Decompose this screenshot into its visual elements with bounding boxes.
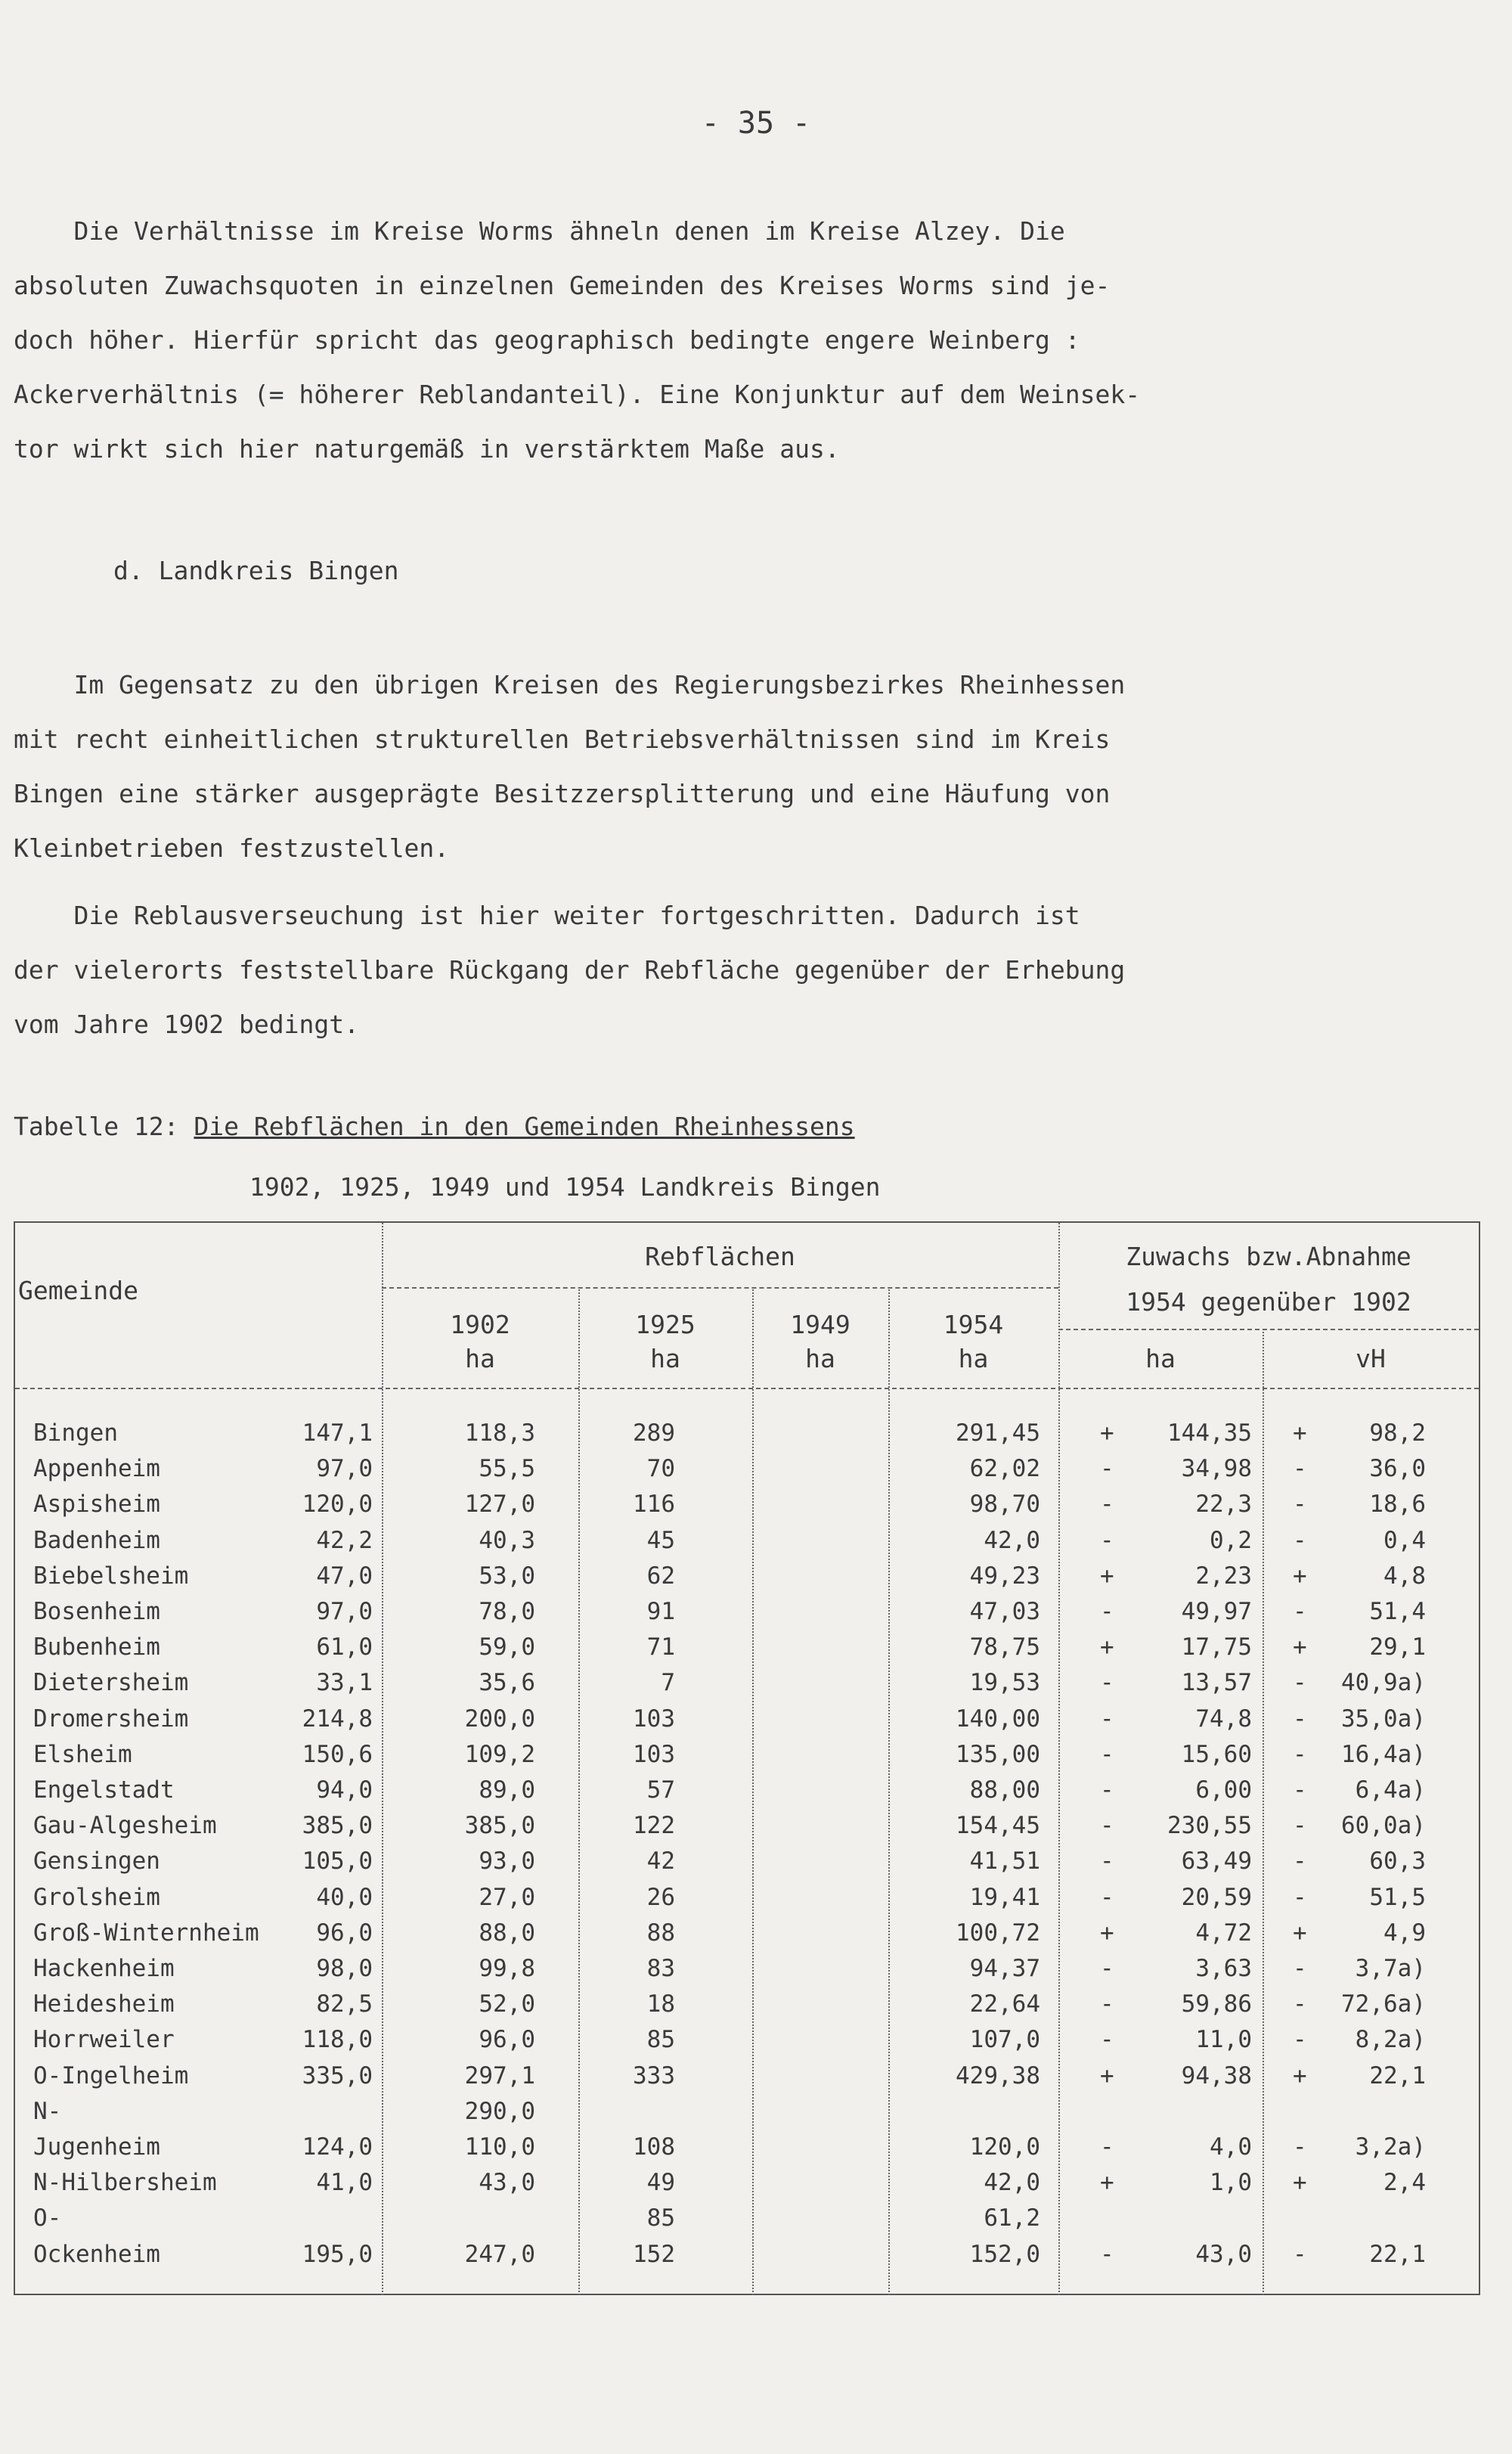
cell-1925: 290,0 [464, 2097, 535, 2125]
cell-change-vh-sign: + [1293, 2169, 1307, 2197]
table-row [15, 1808, 1479, 1844]
cell-change-ha: 144,35 [1167, 1419, 1252, 1447]
table-row [15, 1416, 1479, 1451]
cell-1925: 27,0 [479, 1883, 535, 1911]
cell-1925: 385,0 [464, 1812, 535, 1840]
cell-1949: 7 [661, 1669, 675, 1697]
cell-gemeinde: Engelstadt [33, 1776, 175, 1804]
header-change: Zuwachs bzw.Abnahme [1126, 1242, 1411, 1271]
cell-1954: 120,0 [969, 2133, 1040, 2161]
cell-1954: 98,70 [969, 1491, 1040, 1519]
cell-1902: 150,6 [302, 1740, 373, 1768]
cell-change-ha-sign: + [1100, 2169, 1114, 2197]
cell-gemeinde: Heidesheim [33, 1990, 175, 2018]
table-row [15, 2130, 1479, 2165]
table-label: Tabelle 12: [14, 1112, 179, 1141]
cell-change-vh: 35,0a) [1341, 1705, 1426, 1733]
cell-1954: 154,45 [956, 1812, 1040, 1840]
cell-change-vh: 6,4a) [1355, 1776, 1426, 1804]
cell-change-vh-sign: + [1293, 1562, 1307, 1590]
cell-1949: 103 [633, 1705, 675, 1733]
cell-gemeinde: Elsheim [33, 1740, 132, 1768]
cell-change-vh: 18,6 [1369, 1491, 1426, 1519]
cell-1902: 94,0 [316, 1776, 373, 1804]
cell-1925: 52,0 [479, 1990, 535, 2018]
cell-1954: 47,03 [969, 1598, 1040, 1625]
cell-1925: 78,0 [479, 1598, 535, 1625]
header-1949-unit: ha [805, 1344, 835, 1373]
cell-1954: 88,00 [969, 1776, 1040, 1804]
cell-1949: 152 [633, 2240, 675, 2268]
table-row [15, 1630, 1479, 1665]
cell-change-ha-sign: - [1100, 1491, 1114, 1519]
cell-gemeinde: N-Hilbersheim [33, 2169, 217, 2197]
cell-change-ha-sign: + [1100, 2062, 1114, 2089]
cell-1949: 85 [646, 2204, 675, 2232]
cell-change-vh: 22,1 [1369, 2062, 1426, 2089]
cell-gemeinde: Appenheim [33, 1455, 160, 1483]
cell-1954: 135,00 [956, 1740, 1040, 1768]
cell-change-vh-sign: - [1293, 1990, 1307, 2018]
cell-1954: 107,0 [969, 2026, 1040, 2054]
header-change-ha: ha [1145, 1344, 1176, 1373]
cell-1902: 97,0 [316, 1598, 373, 1625]
cell-change-ha: 63,49 [1181, 1847, 1252, 1875]
cell-change-vh: 36,0 [1369, 1455, 1426, 1483]
cell-1902: 98,0 [316, 1955, 373, 1982]
cell-1902: 82,5 [316, 1990, 373, 2018]
table-row [15, 1880, 1479, 1916]
table-row [15, 2094, 1479, 2130]
cell-change-vh-sign: + [1293, 1633, 1307, 1661]
cell-change-vh-sign: - [1293, 2240, 1307, 2268]
table-row [15, 1665, 1479, 1701]
cell-change-ha: 34,98 [1181, 1455, 1252, 1483]
cell-change-ha-sign: - [1100, 1812, 1114, 1840]
cell-1949: 71 [646, 1633, 675, 1661]
cell-gemeinde: Gensingen [33, 1847, 160, 1875]
cell-change-vh-sign: - [1293, 1491, 1307, 1519]
cell-1902: 97,0 [316, 1455, 373, 1483]
header-rule [1058, 1329, 1479, 1330]
cell-change-vh: 51,5 [1369, 1883, 1426, 1911]
cell-1949: 70 [646, 1455, 675, 1483]
cell-change-ha: 13,57 [1181, 1669, 1252, 1697]
cell-1954: 49,23 [969, 1562, 1040, 1590]
header-1925: 1925 [635, 1310, 696, 1339]
header-1902-unit: ha [465, 1344, 495, 1373]
cell-change-vh: 22,1 [1369, 2240, 1426, 2268]
cell-1949: 49 [646, 2169, 675, 2197]
cell-1949: 108 [633, 2133, 675, 2161]
cell-1902: 120,0 [302, 1491, 373, 1519]
cell-1949: 91 [646, 1598, 675, 1625]
cell-change-vh-sign: - [1293, 1955, 1307, 1982]
cell-gemeinde: Badenheim [33, 1526, 160, 1554]
table-row [15, 2058, 1479, 2094]
cell-gemeinde: Jugenheim [33, 2133, 160, 2161]
cell-gemeinde: Horrweiler [33, 2026, 175, 2054]
table-row [15, 1559, 1479, 1594]
cell-gemeinde: Hackenheim [33, 1955, 175, 1982]
cell-1925: 88,0 [479, 1919, 535, 1947]
cell-change-vh: 8,2a) [1355, 2026, 1426, 2054]
table-row [15, 1487, 1479, 1522]
cell-change-ha-sign: - [1100, 2240, 1114, 2268]
page-number: - 35 - [701, 106, 811, 141]
cell-gemeinde: Bosenheim [33, 1598, 160, 1625]
cell-change-ha-sign: - [1100, 1955, 1114, 1982]
cell-change-vh: 60,0a) [1341, 1812, 1426, 1840]
cell-change-vh: 60,3 [1369, 1847, 1426, 1875]
cell-change-vh: 2,4 [1383, 2169, 1426, 2197]
cell-change-ha: 17,75 [1181, 1633, 1252, 1661]
cell-1925: 35,6 [479, 1669, 535, 1697]
cell-change-ha: 4,0 [1210, 2133, 1252, 2161]
cell-gemeinde: O-Ingelheim [33, 2062, 189, 2089]
header-1925-unit: ha [650, 1344, 680, 1373]
cell-change-vh-sign: + [1293, 2062, 1307, 2089]
cell-change-ha-sign: - [1100, 1455, 1114, 1483]
table-row [15, 1737, 1479, 1773]
cell-change-ha: 94,38 [1181, 2062, 1252, 2089]
cell-change-ha-sign: - [1100, 1990, 1114, 2018]
cell-1954: 140,00 [956, 1705, 1040, 1733]
cell-1954: 19,41 [969, 1883, 1040, 1911]
header-gemeinde: Gemeinde [18, 1276, 138, 1305]
cell-gemeinde: Groß-Winternheim [33, 1919, 259, 1947]
header-1954: 1954 [943, 1310, 1004, 1339]
cell-change-ha-sign: - [1100, 1705, 1114, 1733]
cell-1902: 61,0 [316, 1633, 373, 1661]
table-row [15, 1773, 1479, 1808]
cell-1902: 33,1 [316, 1669, 373, 1697]
cell-change-ha-sign: - [1100, 2026, 1114, 2054]
cell-1925: 99,8 [479, 1955, 535, 1982]
cell-change-ha: 59,86 [1181, 1990, 1252, 2018]
cell-change-vh: 72,6a) [1341, 1990, 1426, 2018]
cell-1902: 124,0 [302, 2133, 373, 2161]
cell-1954: 94,37 [969, 1955, 1040, 1982]
cell-1949: 122 [633, 1812, 675, 1840]
header-change-sub: 1954 gegenüber 1902 [1126, 1287, 1411, 1317]
cell-1949: 57 [646, 1776, 675, 1804]
cell-1949: 83 [646, 1955, 675, 1982]
header-rule [15, 1388, 1479, 1389]
cell-1902: 41,0 [316, 2169, 373, 2197]
header-1954-unit: ha [958, 1344, 989, 1373]
cell-change-ha: 0,2 [1210, 1526, 1252, 1554]
cell-1925: 96,0 [479, 2026, 535, 2054]
cell-1949: 103 [633, 1740, 675, 1768]
table-row [15, 2237, 1479, 2273]
cell-change-ha: 22,3 [1195, 1491, 1252, 1519]
cell-change-ha: 74,8 [1195, 1705, 1252, 1733]
cell-change-ha: 1,0 [1210, 2169, 1252, 2197]
cell-1925: 127,0 [464, 1491, 535, 1519]
table-row [15, 1951, 1479, 1987]
rebflaechen-table [14, 1221, 1480, 2295]
cell-change-vh: 0,4 [1383, 1526, 1426, 1554]
cell-1954: 41,51 [969, 1847, 1040, 1875]
cell-1949: 88 [646, 1919, 675, 1947]
cell-1902: 42,2 [316, 1526, 373, 1554]
header-change-vh: vH [1356, 1344, 1386, 1373]
table-caption [14, 1112, 855, 1141]
cell-gemeinde: Dietersheim [33, 1669, 189, 1697]
cell-change-ha: 20,59 [1181, 1883, 1252, 1911]
header-rule [382, 1287, 1058, 1289]
cell-change-ha-sign: + [1100, 1919, 1114, 1947]
cell-gemeinde: Aspisheim [33, 1491, 160, 1519]
cell-change-vh-sign: - [1293, 2026, 1307, 2054]
cell-1949: 42 [646, 1847, 675, 1875]
cell-1925: 43,0 [479, 2169, 535, 2197]
header-1949: 1949 [790, 1310, 850, 1339]
cell-1902: 214,8 [302, 1705, 373, 1733]
cell-1954: 78,75 [969, 1633, 1040, 1661]
table-row [15, 2022, 1479, 2058]
cell-1949: 85 [646, 2026, 675, 2054]
cell-change-vh: 29,1 [1369, 1633, 1426, 1661]
cell-change-ha-sign: - [1100, 1598, 1114, 1625]
table-row [15, 1916, 1479, 1951]
paragraph-bingen-structure: Im Gegensatz zu den übrigen Kreisen des Regierungsbezirkes Rheinhessen mit recht einheitlichen strukturellen Betriebsverhältnissen sind im Kreis Bingen eine stärker ausgeprägte Besitzzersplitterung und eine Häufung von Kleinbetrieben festzustellen. [14, 670, 1126, 863]
cell-1902: 195,0 [302, 2240, 373, 2268]
cell-change-ha-sign: - [1100, 1669, 1114, 1697]
cell-1925: 247,0 [464, 2240, 535, 2268]
cell-gemeinde: Bubenheim [33, 1633, 160, 1661]
paragraph-reblaus: Die Reblausverseuchung ist hier weiter fortgeschritten. Dadurch ist der vielerorts feststellbare Rückgang der Rebfläche gegenüber der Erhebung vom Jahre 1902 bedingt. [14, 901, 1126, 1039]
table-row [15, 2201, 1479, 2236]
cell-change-vh-sign: + [1293, 1919, 1307, 1947]
cell-change-vh: 4,8 [1383, 1562, 1426, 1590]
cell-1949: 45 [646, 1526, 675, 1554]
cell-gemeinde: Ockenheim [33, 2240, 160, 2268]
cell-change-vh: 98,2 [1369, 1419, 1426, 1447]
table-row [15, 1987, 1479, 2022]
cell-1954: 22,64 [969, 1990, 1040, 2018]
cell-1954: 42,0 [984, 1526, 1040, 1554]
header-rebflaechen: Rebflächen [645, 1242, 795, 1271]
cell-change-vh-sign: - [1293, 1847, 1307, 1875]
cell-change-vh-sign: + [1293, 1419, 1307, 1447]
cell-change-vh-sign: - [1293, 1740, 1307, 1768]
cell-1902: 335,0 [302, 2062, 373, 2089]
cell-change-vh: 3,2a) [1355, 2133, 1426, 2161]
cell-change-ha-sign: - [1100, 1776, 1114, 1804]
cell-1954: 62,02 [969, 1455, 1040, 1483]
cell-1925: 297,1 [464, 2062, 535, 2089]
cell-1925: 40,3 [479, 1526, 535, 1554]
cell-1954: 19,53 [969, 1669, 1040, 1697]
cell-1902: 96,0 [316, 1919, 373, 1947]
cell-change-vh-sign: - [1293, 1598, 1307, 1625]
paragraph-worms: Die Verhältnisse im Kreise Worms ähneln denen im Kreise Alzey. Die absoluten Zuwachsquoten in einzelnen Gemeinden des Kreises Worms sind je- doch höher. Hierfür spricht das geographisch bedingte engere Weinberg : Ackerverhältnis (= höherer Reblandanteil). Eine Konjunktur auf dem Weinsek- tor wirkt sich hier naturgemäß in verstärktem Maße aus. [14, 216, 1141, 464]
cell-change-ha: 6,00 [1195, 1776, 1252, 1804]
cell-gemeinde: Gau-Algesheim [33, 1812, 217, 1840]
cell-change-vh-sign: - [1293, 1883, 1307, 1911]
cell-change-ha: 2,23 [1195, 1562, 1252, 1590]
cell-1925: 200,0 [464, 1705, 535, 1733]
cell-change-ha: 15,60 [1181, 1740, 1252, 1768]
table-row [15, 1523, 1479, 1559]
cell-1949: 26 [646, 1883, 675, 1911]
cell-gemeinde: Grolsheim [33, 1883, 160, 1911]
cell-1949: 18 [646, 1990, 675, 2018]
cell-1954: 429,38 [956, 2062, 1040, 2089]
cell-1925: 55,5 [479, 1455, 535, 1483]
cell-1954: 61,2 [984, 2204, 1040, 2232]
cell-1902: 147,1 [302, 1419, 373, 1447]
cell-gemeinde: Dromersheim [33, 1705, 189, 1733]
table-subtitle: 1902, 1925, 1949 und 1954 Landkreis Bingen [249, 1172, 881, 1202]
cell-gemeinde: N- [33, 2097, 62, 2125]
cell-change-ha: 43,0 [1195, 2240, 1252, 2268]
section-heading: d. Landkreis Bingen [113, 556, 399, 585]
cell-change-ha-sign: + [1100, 1562, 1114, 1590]
cell-change-ha-sign: - [1100, 1740, 1114, 1768]
cell-change-vh-sign: - [1293, 1669, 1307, 1697]
cell-change-vh-sign: - [1293, 2133, 1307, 2161]
cell-change-vh: 3,7a) [1355, 1955, 1426, 1982]
cell-1954: 152,0 [969, 2240, 1040, 2268]
cell-1954: 100,72 [956, 1919, 1040, 1947]
cell-1949: 62 [646, 1562, 675, 1590]
table-row [15, 2165, 1479, 2201]
cell-1925: 89,0 [479, 1776, 535, 1804]
cell-change-vh: 4,9 [1383, 1919, 1426, 1947]
table-row [15, 1844, 1479, 1879]
cell-change-ha-sign: - [1100, 1526, 1114, 1554]
cell-change-ha-sign: - [1100, 2133, 1114, 2161]
cell-gemeinde: O- [33, 2204, 62, 2232]
cell-gemeinde: Bingen [33, 1419, 118, 1447]
cell-change-ha-sign: + [1100, 1633, 1114, 1661]
cell-1925: 53,0 [479, 1562, 535, 1590]
cell-change-ha: 49,97 [1181, 1598, 1252, 1625]
table-row [15, 1451, 1479, 1487]
cell-1902: 47,0 [316, 1562, 373, 1590]
cell-change-ha: 11,0 [1195, 2026, 1252, 2054]
cell-change-vh-sign: - [1293, 1526, 1307, 1554]
cell-1949: 289 [633, 1419, 675, 1447]
cell-change-vh: 40,9a) [1341, 1669, 1426, 1697]
cell-1949: 116 [633, 1491, 675, 1519]
table-row [15, 1594, 1479, 1630]
cell-change-ha-sign: + [1100, 1419, 1114, 1447]
cell-change-ha-sign: - [1100, 1847, 1114, 1875]
cell-change-ha: 4,72 [1195, 1919, 1252, 1947]
cell-change-ha: 3,63 [1195, 1955, 1252, 1982]
cell-gemeinde: Biebelsheim [33, 1562, 189, 1590]
cell-change-vh-sign: - [1293, 1705, 1307, 1733]
cell-change-vh: 51,4 [1369, 1598, 1426, 1625]
header-1902: 1902 [450, 1310, 510, 1339]
cell-1902: 118,0 [302, 2026, 373, 2054]
cell-change-vh-sign: - [1293, 1455, 1307, 1483]
cell-1954: 42,0 [984, 2169, 1040, 2197]
cell-change-vh: 16,4a) [1341, 1740, 1426, 1768]
cell-change-ha: 230,55 [1167, 1812, 1252, 1840]
cell-change-vh-sign: - [1293, 1812, 1307, 1840]
cell-change-vh-sign: - [1293, 1776, 1307, 1804]
table-title: Die Rebflächen in den Gemeinden Rheinhessens [194, 1112, 855, 1141]
cell-1925: 109,2 [464, 1740, 535, 1768]
cell-1925: 110,0 [464, 2133, 535, 2161]
cell-1925: 118,3 [464, 1419, 535, 1447]
cell-change-ha-sign: - [1100, 1883, 1114, 1911]
cell-1954: 291,45 [956, 1419, 1040, 1447]
cell-1902: 105,0 [302, 1847, 373, 1875]
cell-1902: 40,0 [316, 1883, 373, 1911]
table-row [15, 1702, 1479, 1737]
cell-1902: 385,0 [302, 1812, 373, 1840]
cell-1949: 333 [633, 2062, 675, 2089]
cell-1925: 59,0 [479, 1633, 535, 1661]
cell-1925: 93,0 [479, 1847, 535, 1875]
